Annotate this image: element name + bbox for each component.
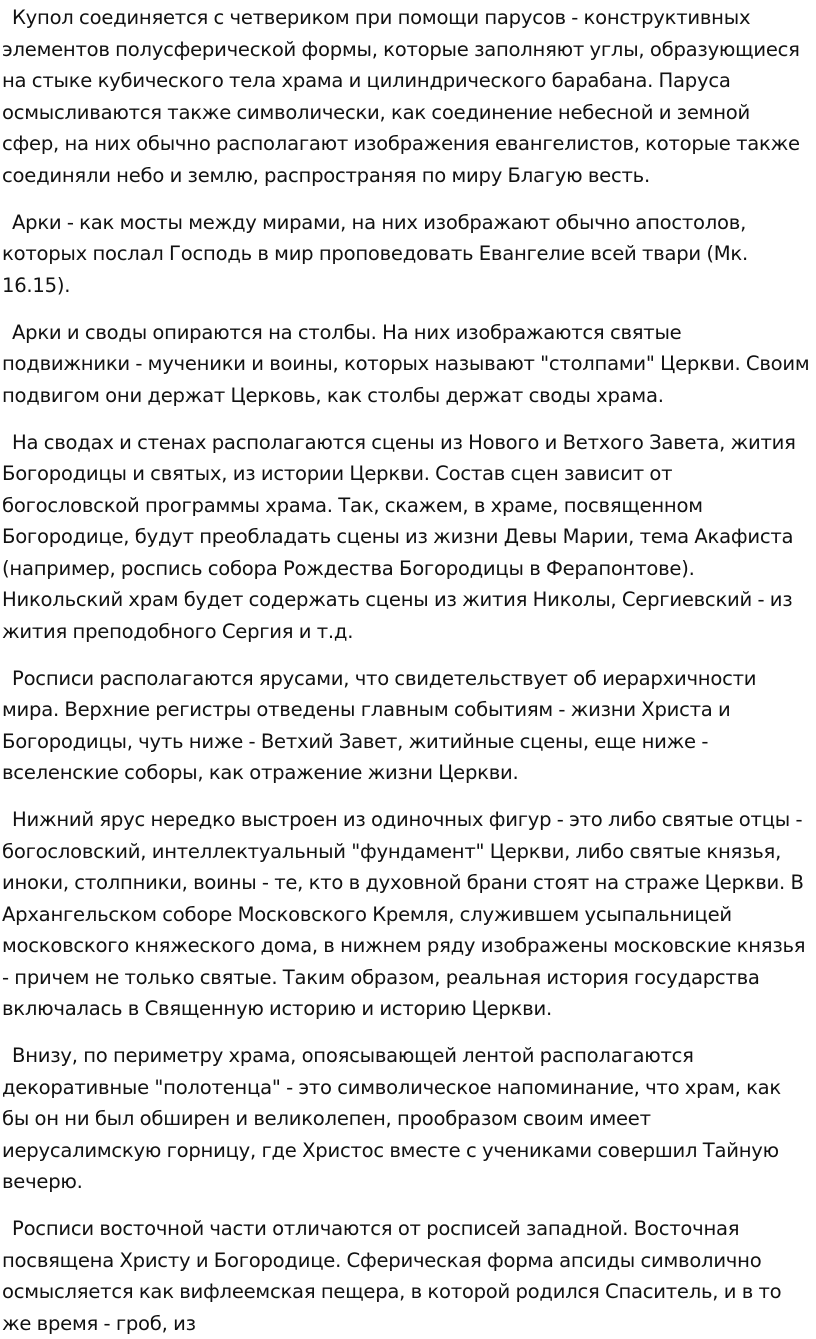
paragraph-arches: Арки - как мосты между мирами, на них изображают обычно апостолов, которых послал Господь в мир проповедовать Евангелие всей твари (Мк. 16.15). (2, 210, 748, 297)
paragraph-eastern-part: Росписи восточной части отличаются от росписей западной. Восточная посвящена Христу и Богородице. Сферическая форма апсиды символично осмысляется как вифлеемская пещера, в которой родился Спаситель, и в то же время - гроб, из (2, 1217, 782, 1335)
paragraph-tiers: Росписи располагаются ярусами, что свидетельствует об иерархичности мира. Верхние регистры отведены главным событиям - жизни Христа и Богородицы, чуть ниже - Ветхий Завет, житийные сцены, еще ниже - вселенские соборы, как отражение жизни Церкви. (2, 666, 757, 784)
paragraph-lower-tier: Нижний ярус нередко выстроен из одиночных фигур - это либо святые отцы - богословский, интеллектуальный "фундамент" Церкви, либо святые князья, иноки, столпники, воины - те, кто в духовной брани стоят на страже Церкви. В Архангельском соборе Московского Кремля, служившем усыпальницей московского княжеского дома, в нижнем ряду изображены московские князья - причем не только святые. Таким образом, реальная история государства включалась в Священную историю и историю Церкви. (2, 808, 806, 1020)
paragraph-vaults-and-walls: На сводах и стенах располагаются сцены из Нового и Ветхого Завета, жития Богородицы и святых, из истории Церкви. Состав сцен зависит от богословской программы храма. Так, скажем, в храме, посвященном Богородице, будут преобладать сцены из жизни Девы Марии, тема Акафиста (например, роспись собора Рождества Богородицы в Ферапонтове). Никольский храм будет содержать сцены из жития Николы, Сергиевский - из жития преподобного Сергия и т.д. (2, 430, 796, 643)
paragraph-towels: Внизу, по периметру храма, опоясывающей лентой располагаются декоративные "полотенца" - это символическое напоминание, что храм, как бы он ни был обширен и великолепен, прообразом своим имеет иерусалимскую горницу, где Христос вместе с учениками совершил Тайную вечерю. (2, 1044, 782, 1193)
paragraph-pendentives: Купол соединяется с четвериком при помощи парусов - конструктивных элементов полусферической формы, которые заполняют углы, образующиеся на стыке кубического тела храма и цилиндрического барабана. Паруса осмысливаются также символически, как соединение небесной и земной сфер, на них обычно располагают изображения евангелистов, которые также соединяли небо и землю, распространяя по миру Благую весть. (2, 6, 800, 187)
paragraph-pillars: Арки и своды опираются на столбы. На них изображаются святые подвижники - мученики и воины, которых называют "столпами" Церкви. Своим подвигом они держат Церковь, как столбы держат своды храма. (2, 320, 810, 407)
